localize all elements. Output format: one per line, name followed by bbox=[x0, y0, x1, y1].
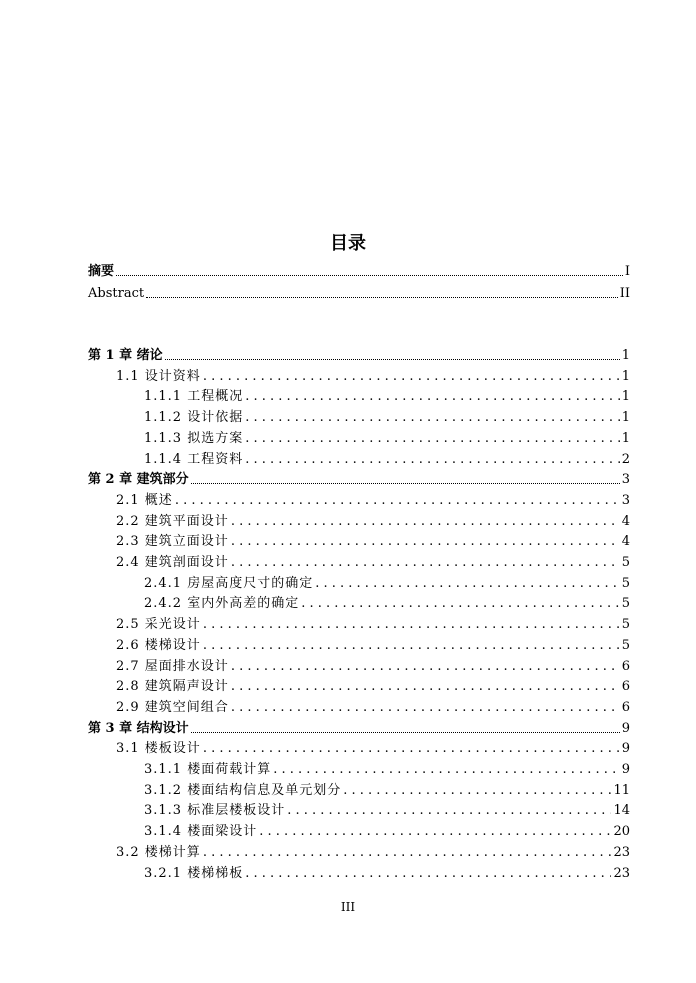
dot-leader bbox=[245, 410, 620, 426]
toc-entry-label: Abstract bbox=[88, 286, 145, 301]
toc-entry-label: 3.1.1 楼面荷载计算 bbox=[144, 762, 272, 777]
toc-entry-page: I bbox=[624, 264, 630, 279]
dot-leader bbox=[146, 297, 618, 298]
page-number: III bbox=[340, 900, 356, 914]
toc-section-entry[interactable] bbox=[144, 592, 630, 612]
toc-section-entry[interactable] bbox=[116, 489, 630, 509]
toc-section-entry[interactable] bbox=[116, 530, 630, 550]
dot-leader bbox=[175, 493, 620, 509]
dot-leader bbox=[273, 762, 620, 778]
toc-entry-page: 5 bbox=[621, 596, 630, 612]
dot-leader bbox=[116, 275, 623, 276]
toc-entry-label: 3.1.2 楼面结构信息及单元划分 bbox=[144, 782, 342, 798]
toc-entry-label: 1.1.3 拟选方案 bbox=[144, 430, 244, 446]
toc-entry-label: 第 1 章 绪论 bbox=[88, 348, 163, 363]
toc-entry-page: 6 bbox=[621, 699, 630, 715]
dot-leader bbox=[165, 359, 620, 360]
toc-entry-page: II bbox=[619, 286, 630, 301]
toc-entry-label: 2.9 建筑空间组合 bbox=[116, 699, 229, 715]
toc-section-entry[interactable] bbox=[144, 448, 630, 468]
toc-entry-page: 14 bbox=[613, 803, 630, 819]
toc-entry-page: 2 bbox=[621, 451, 630, 467]
toc-entry-page: 1 bbox=[621, 389, 630, 405]
dot-leader bbox=[245, 389, 620, 405]
toc-section-entry[interactable] bbox=[144, 385, 630, 405]
toc-section-entry[interactable] bbox=[144, 862, 630, 882]
toc-entry-label: 1.1 设计资料 bbox=[116, 368, 201, 384]
toc-entry-page: 4 bbox=[621, 513, 630, 529]
toc-entry-page: 23 bbox=[613, 865, 630, 881]
toc-entry-page: 6 bbox=[621, 658, 630, 674]
toc-entry-label: 3.2.1 楼梯梯板 bbox=[144, 865, 244, 881]
toc-entry-abstract-cn[interactable] bbox=[88, 260, 630, 280]
dot-leader bbox=[259, 824, 611, 840]
toc-section-entry[interactable] bbox=[144, 758, 630, 778]
toc-section-entry[interactable] bbox=[144, 572, 630, 592]
toc-section-entry[interactable] bbox=[144, 427, 630, 447]
toc-entry-page: 3 bbox=[621, 472, 630, 488]
dot-leader bbox=[231, 700, 620, 716]
toc-section-entry[interactable] bbox=[116, 510, 630, 530]
toc-section-entry[interactable] bbox=[116, 613, 630, 633]
toc-entry-page: 11 bbox=[613, 782, 630, 798]
toc-entry-page: 1 bbox=[621, 348, 630, 363]
toc-entry-label: 2.4.1 房屋高度尺寸的确定 bbox=[144, 575, 314, 591]
dot-leader bbox=[203, 369, 620, 385]
toc-entry-label: 2.1 概述 bbox=[116, 492, 173, 508]
toc-section-entry[interactable] bbox=[144, 406, 630, 426]
toc-section-entry[interactable] bbox=[116, 551, 630, 571]
toc-entry-label: 第 3 章 结构设计 bbox=[88, 720, 189, 736]
dot-leader bbox=[231, 679, 620, 695]
toc-entry-label: 1.1.1 工程概况 bbox=[144, 389, 244, 405]
toc-entry-label: 3.1.4 楼面梁设计 bbox=[144, 824, 258, 840]
toc-section-entry[interactable] bbox=[144, 820, 630, 840]
dot-leader bbox=[231, 514, 620, 530]
toc-entry-page: 4 bbox=[621, 534, 630, 550]
dot-leader bbox=[287, 803, 611, 819]
toc-section-entry[interactable] bbox=[116, 696, 630, 716]
toc-entry-page: 9 bbox=[621, 720, 630, 736]
dot-leader bbox=[191, 483, 620, 484]
toc-section-entry[interactable] bbox=[116, 841, 630, 861]
dot-leader bbox=[191, 732, 620, 733]
toc-entry-page: 5 bbox=[621, 617, 630, 633]
toc-section-entry[interactable] bbox=[116, 675, 630, 695]
toc-entry-label: 3.1.3 标准层楼板设计 bbox=[144, 803, 286, 819]
toc-entry-label: 第 2 章 建筑部分 bbox=[88, 472, 189, 488]
dot-leader bbox=[203, 741, 620, 757]
toc-entry-label: 2.7 屋面排水设计 bbox=[116, 658, 229, 674]
toc-entry-page: 3 bbox=[621, 492, 630, 508]
toc-entry-label: 3.1 楼板设计 bbox=[116, 741, 201, 757]
toc-entry-label: 2.6 楼梯设计 bbox=[116, 637, 201, 653]
dot-leader bbox=[245, 866, 611, 882]
toc-chapter-entry[interactable] bbox=[88, 717, 630, 737]
toc-chapter-entry[interactable] bbox=[88, 468, 630, 488]
toc-entry-label: 2.2 建筑平面设计 bbox=[116, 513, 229, 529]
toc-section-entry[interactable] bbox=[116, 634, 630, 654]
toc-entry-page: 20 bbox=[613, 824, 630, 840]
toc-entry-label: 3.2 楼梯计算 bbox=[116, 844, 201, 860]
dot-leader bbox=[231, 534, 620, 550]
toc-section-entry[interactable] bbox=[116, 737, 630, 757]
page-title: 目录 bbox=[330, 233, 366, 254]
toc-entry-page: 23 bbox=[613, 844, 630, 860]
toc-entry-page: 5 bbox=[621, 575, 630, 591]
toc-entry-label: 1.1.2 设计依据 bbox=[144, 410, 244, 426]
toc-chapter-entry[interactable] bbox=[88, 344, 630, 364]
dot-leader bbox=[315, 576, 620, 592]
toc-section-entry[interactable] bbox=[116, 365, 630, 385]
toc-entry-label: 1.1.4 工程资料 bbox=[144, 451, 244, 467]
dot-leader bbox=[245, 431, 620, 447]
toc-entry-page: 6 bbox=[621, 679, 630, 695]
toc-section-entry[interactable] bbox=[144, 799, 630, 819]
toc-entry-label: 摘要 bbox=[88, 264, 115, 279]
toc-entry-page: 1 bbox=[621, 410, 630, 426]
toc-entry-page: 5 bbox=[621, 555, 630, 570]
dot-leader bbox=[203, 638, 620, 654]
dot-leader bbox=[203, 845, 612, 861]
toc-section-entry[interactable] bbox=[116, 655, 630, 675]
toc-entry-label: 2.4.2 室内外高差的确定 bbox=[144, 596, 300, 612]
toc-entry-label: 2.4 建筑剖面设计 bbox=[116, 555, 229, 570]
dot-leader bbox=[203, 617, 620, 633]
dot-leader bbox=[245, 452, 620, 468]
toc-section-entry[interactable] bbox=[144, 779, 630, 799]
toc-entry-page: 5 bbox=[621, 637, 630, 653]
toc-entry-label: 2.3 建筑立面设计 bbox=[116, 534, 229, 550]
toc-entry-abstract-en[interactable] bbox=[88, 282, 630, 302]
toc-entry-label: 2.8 建筑隔声设计 bbox=[116, 679, 229, 695]
toc-entry-page: 9 bbox=[621, 762, 630, 777]
toc-entry-page: 9 bbox=[621, 741, 630, 757]
dot-leader bbox=[343, 783, 611, 799]
dot-leader bbox=[231, 659, 620, 675]
toc-entry-page: 1 bbox=[621, 368, 630, 384]
toc-entry-label: 2.5 采光设计 bbox=[116, 617, 201, 633]
dot-leader bbox=[231, 555, 620, 571]
toc-entry-page: 1 bbox=[621, 430, 630, 446]
dot-leader bbox=[301, 596, 620, 612]
